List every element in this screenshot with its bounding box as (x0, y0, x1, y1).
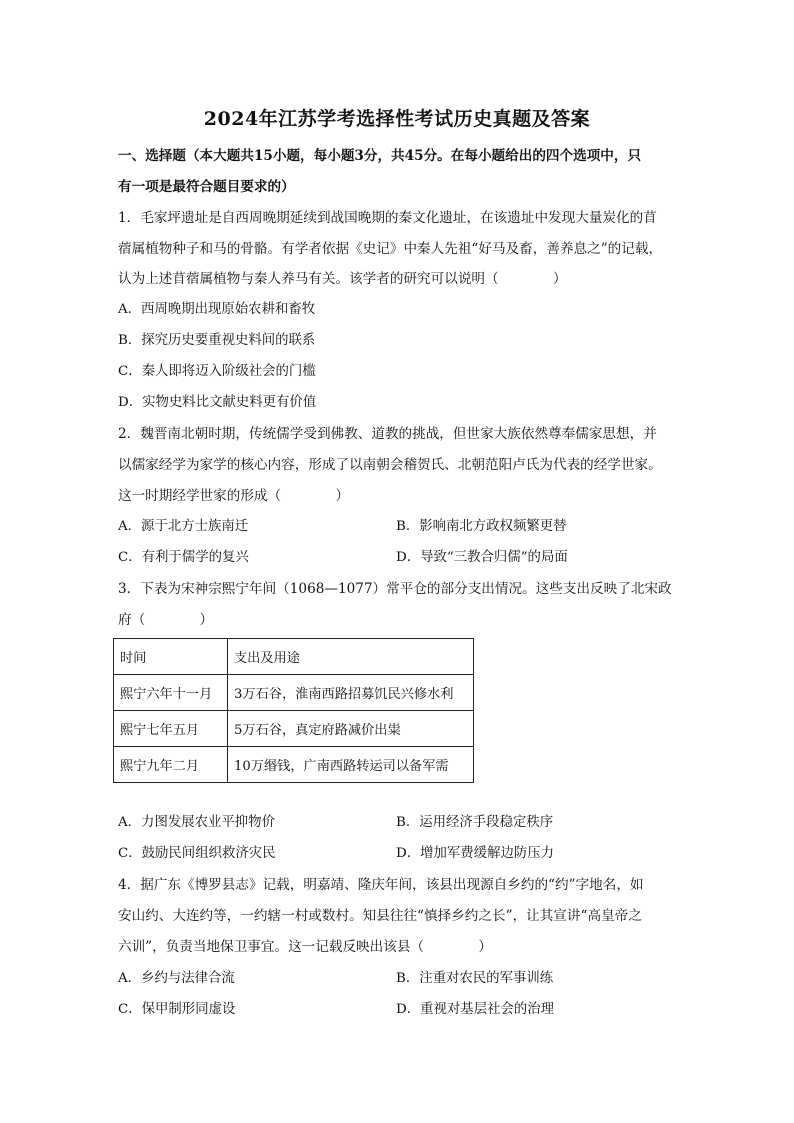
q2-option-a: A．源于北方士族南迁 (118, 519, 249, 534)
q2-option-b: B．影响南北方政权频繁更替 (396, 519, 567, 534)
table-row (114, 747, 474, 783)
q2-stem-line: 以儒家经学为家学的核心内容，形成了以南朝会稽贺氏、北朝范阳卢氏为代表的经学世家。 (118, 457, 662, 473)
table-header-cell: 时间 (114, 639, 228, 675)
q3-option-c: C．鼓励民间组织救济灾民 (118, 846, 276, 861)
q4-option-b: B．注重对农民的军事训练 (396, 971, 554, 986)
section-heading-line1: 一、选择题（本大题共15小题，每小题3分，共45分。在每小题给出的四个选项中，只 (118, 148, 642, 164)
q2-option-c: C．有利于儒学的复兴 (118, 550, 249, 565)
q4-stem-line: 4．据广东《博罗县志》记载，明嘉靖、隆庆年间，该县出现源自乡约的“约”字地名，如 (118, 877, 644, 893)
q4-stem-line: 安山约、大连约等，一约辖一村或数村。知县往往“慎择乡约之长”，让其宣讲“高皇帝之 (118, 908, 642, 924)
page-title: 2024年江苏学考选择性考试历史真题及答案 (203, 108, 591, 130)
section-heading-line2: 有一项是最符合题目要求的） (118, 179, 295, 195)
table-header-row (114, 639, 474, 675)
expenditure-table (113, 638, 474, 783)
q2-stem-line: 2．魏晋南北朝时期，传统儒学受到佛教、道教的挑战，但世家大族依然尊奉儒家思想，并 (118, 426, 657, 442)
q2-option-d: D．导致“三教合归儒”的局面 (396, 550, 568, 565)
q1-option-a: A．西周晚期出现原始农耕和畜牧 (118, 302, 316, 317)
q1-stem-line: 蓿属植物种子和马的骨骼。有学者依据《史记》中秦人先祖“好马及畜，善养息之”的记载， (118, 241, 663, 257)
table-row (114, 711, 474, 747)
q3-stem-line: 3．下表为宋神宗熙宁年间（1068—1077）常平仓的部分支出情况。这些支出反映了北宋政 (118, 581, 672, 597)
q4-option-d: D．重视对基层社会的治理 (396, 1002, 555, 1017)
q2-stem-line: 这一时期经学世家的形成（ ） (118, 488, 350, 504)
q1-option-b: B．探究历史要重视史料间的联系 (118, 333, 316, 348)
table-cell: 熙宁七年五月 (114, 711, 228, 747)
q1-stem-line: 认为上述苜蓿属植物与秦人养马有关。该学者的研究可以说明（ ） (118, 271, 567, 287)
table-row (114, 675, 474, 711)
table-header-cell: 支出及用途 (228, 639, 474, 675)
q1-option-d: D．实物史料比文献史料更有价值 (118, 395, 317, 410)
q4-option-c: C．保甲制形同虚设 (118, 1002, 236, 1017)
q3-option-d: D．增加军费缓解边防压力 (396, 846, 555, 861)
table-cell: 3万石谷，淮南西路招募饥民兴修水利 (228, 675, 474, 711)
table-cell: 10万缗钱，广南西路转运司以备军需 (228, 747, 474, 783)
table-cell: 熙宁九年二月 (114, 747, 228, 783)
q4-stem-line: 六训”，负责当地保卫事宜。这一记载反映出该县（ ） (118, 939, 492, 955)
q3-option-b: B．运用经济手段稳定秩序 (396, 815, 554, 830)
q1-option-c: C．秦人即将迈入阶级社会的门槛 (118, 364, 316, 379)
table-cell: 熙宁六年十一月 (114, 675, 228, 711)
q3-option-a: A．力图发展农业平抑物价 (118, 815, 275, 830)
table-cell: 5万石谷，真定府路减价出粜 (228, 711, 474, 747)
q1-stem-line: 1．毛家坪遗址是自西周晚期延续到战国晚期的秦文化遗址，在该遗址中发现大量炭化的苜 (118, 210, 657, 226)
q4-option-a: A．乡约与法律合流 (118, 971, 235, 986)
q3-stem-line: 府（ ） (118, 612, 214, 628)
